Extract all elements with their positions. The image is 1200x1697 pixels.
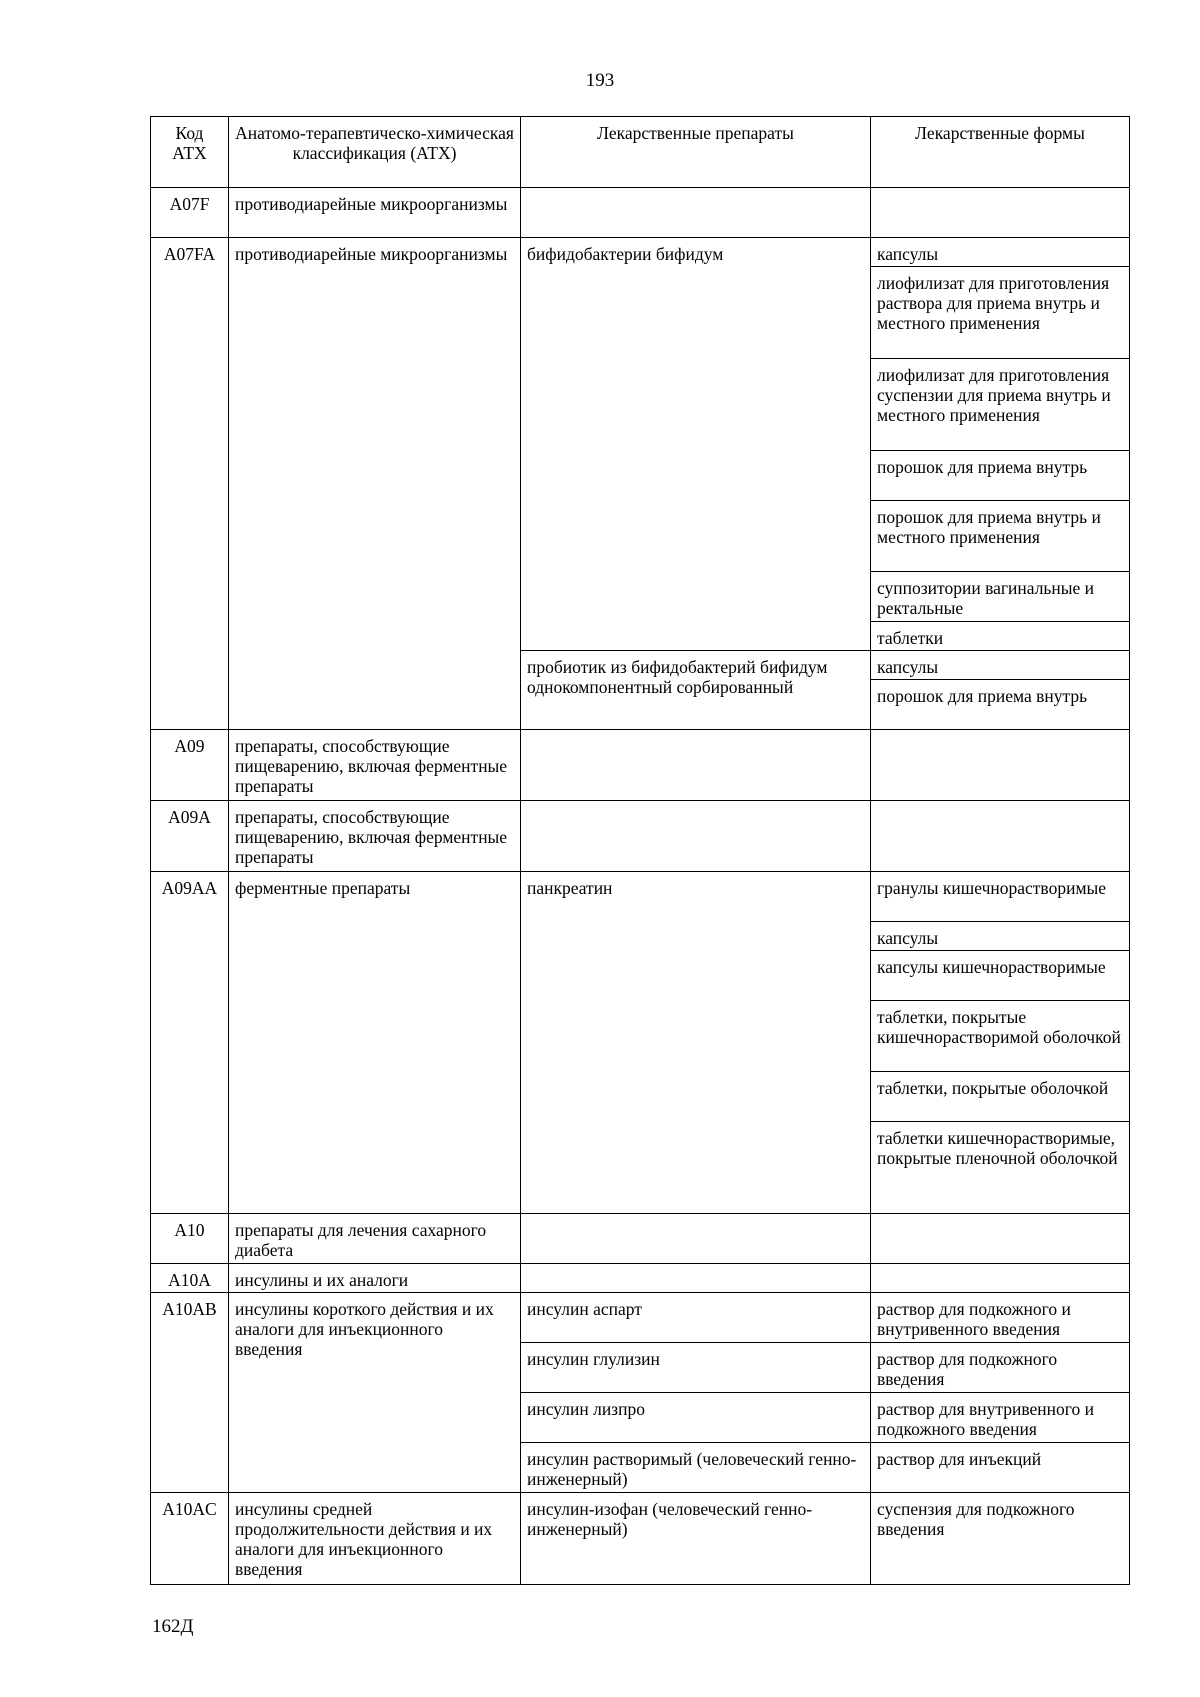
drug-cell: [521, 1214, 871, 1264]
page-number: 193: [585, 70, 615, 91]
form-item: порошок для приема внутрь и местного применения: [871, 501, 1130, 572]
drug-name: инсулин глулизин: [521, 1343, 871, 1393]
form-item: таблетки: [871, 622, 1130, 651]
atx-code: A10A: [151, 1264, 229, 1293]
atx-code: A09: [151, 730, 229, 801]
atx-code: A10AC: [151, 1493, 229, 1585]
atx-classification: противодиарейные микроорганизмы: [229, 238, 521, 730]
form-cell: [871, 730, 1130, 801]
form-item: таблетки кишечнорастворимые, покрытые пленочной оболочкой: [871, 1122, 1130, 1214]
drug-name: инсулин-изофан (человеческий генно-инженерный): [521, 1493, 871, 1585]
drug-name: пробиотик из бифидобактерий бифидум однокомпонентный сорбированный: [521, 651, 871, 730]
header-forms: Лекарственные формы: [871, 117, 1130, 188]
form-cell: [871, 1214, 1130, 1264]
footer-code: 162Д: [152, 1616, 194, 1637]
atx-code: A09AA: [151, 872, 229, 1214]
form-item: раствор для подкожного и внутривенного введения: [871, 1293, 1130, 1343]
drug-name: инсулин аспарт: [521, 1293, 871, 1343]
atx-classification: инсулины и их аналоги: [229, 1264, 521, 1293]
form-item: раствор для подкожного введения: [871, 1343, 1130, 1393]
form-item: капсулы кишечнорастворимые: [871, 951, 1130, 1001]
drug-cell: [521, 730, 871, 801]
table-row: [151, 1264, 1130, 1293]
form-item: раствор для инъекций: [871, 1443, 1130, 1493]
form-cell: [871, 1264, 1130, 1293]
form-item: таблетки, покрытые кишечнорастворимой оболочкой: [871, 1001, 1130, 1072]
form-item: капсулы: [871, 922, 1130, 951]
form-cell: [871, 188, 1130, 238]
table-row: [151, 188, 1130, 238]
atx-code: A10AB: [151, 1293, 229, 1493]
atx-classification: препараты, способствующие пищеварению, включая ферментные препараты: [229, 730, 521, 801]
drug-name: панкреатин: [521, 872, 871, 1214]
drug-name: бифидобактерии бифидум: [521, 238, 871, 651]
atx-classification: инсулины короткого действия и их аналоги для инъекционного введения: [229, 1293, 521, 1493]
table-row: [151, 801, 1130, 872]
form-item: гранулы кишечнорастворимые: [871, 872, 1130, 922]
table-row: [151, 872, 1130, 922]
form-item: порошок для приема внутрь: [871, 680, 1130, 730]
drug-name: инсулин растворимый (человеческий генно-инженерный): [521, 1443, 871, 1493]
form-item: лиофилизат для приготовления суспензии для приема внутрь и местного применения: [871, 359, 1130, 451]
drug-cell: [521, 801, 871, 872]
atx-classification: препараты для лечения сахарного диабета: [229, 1214, 521, 1264]
form-item: раствор для внутривенного и подкожного введения: [871, 1393, 1130, 1443]
atx-code: A07F: [151, 188, 229, 238]
drug-cell: [521, 1264, 871, 1293]
table-row: [151, 1493, 1130, 1585]
form-item: капсулы: [871, 238, 1130, 267]
form-cell: [871, 801, 1130, 872]
table-row: [151, 1214, 1130, 1264]
drug-name: инсулин лизпро: [521, 1393, 871, 1443]
atx-classification: ферментные препараты: [229, 872, 521, 1214]
table-header-row: [151, 117, 1130, 188]
drug-cell: [521, 188, 871, 238]
header-drugs: Лекарственные препараты: [521, 117, 871, 188]
table-row: [151, 1293, 1130, 1343]
table-row: [151, 238, 1130, 267]
form-item: лиофилизат для приготовления раствора для приема внутрь и местного применения: [871, 267, 1130, 359]
atx-table: [150, 116, 1130, 1585]
atx-classification: инсулины средней продолжительности действия и их аналоги для инъекционного введения: [229, 1493, 521, 1585]
form-item: порошок для приема внутрь: [871, 451, 1130, 501]
header-classification: Анатомо-терапевтическо-химическая классификация (АТХ): [229, 117, 521, 188]
table-row: [151, 730, 1130, 801]
form-item: таблетки, покрытые оболочкой: [871, 1072, 1130, 1122]
form-item: суппозитории вагинальные и ректальные: [871, 572, 1130, 622]
atx-classification: противодиарейные микроорганизмы: [229, 188, 521, 238]
header-code: Код АТХ: [151, 117, 229, 188]
form-item: суспензия для подкожного введения: [871, 1493, 1130, 1585]
atx-code: A07FA: [151, 238, 229, 730]
atx-code: A09A: [151, 801, 229, 872]
atx-classification: препараты, способствующие пищеварению, включая ферментные препараты: [229, 801, 521, 872]
form-item: капсулы: [871, 651, 1130, 680]
atx-code: A10: [151, 1214, 229, 1264]
